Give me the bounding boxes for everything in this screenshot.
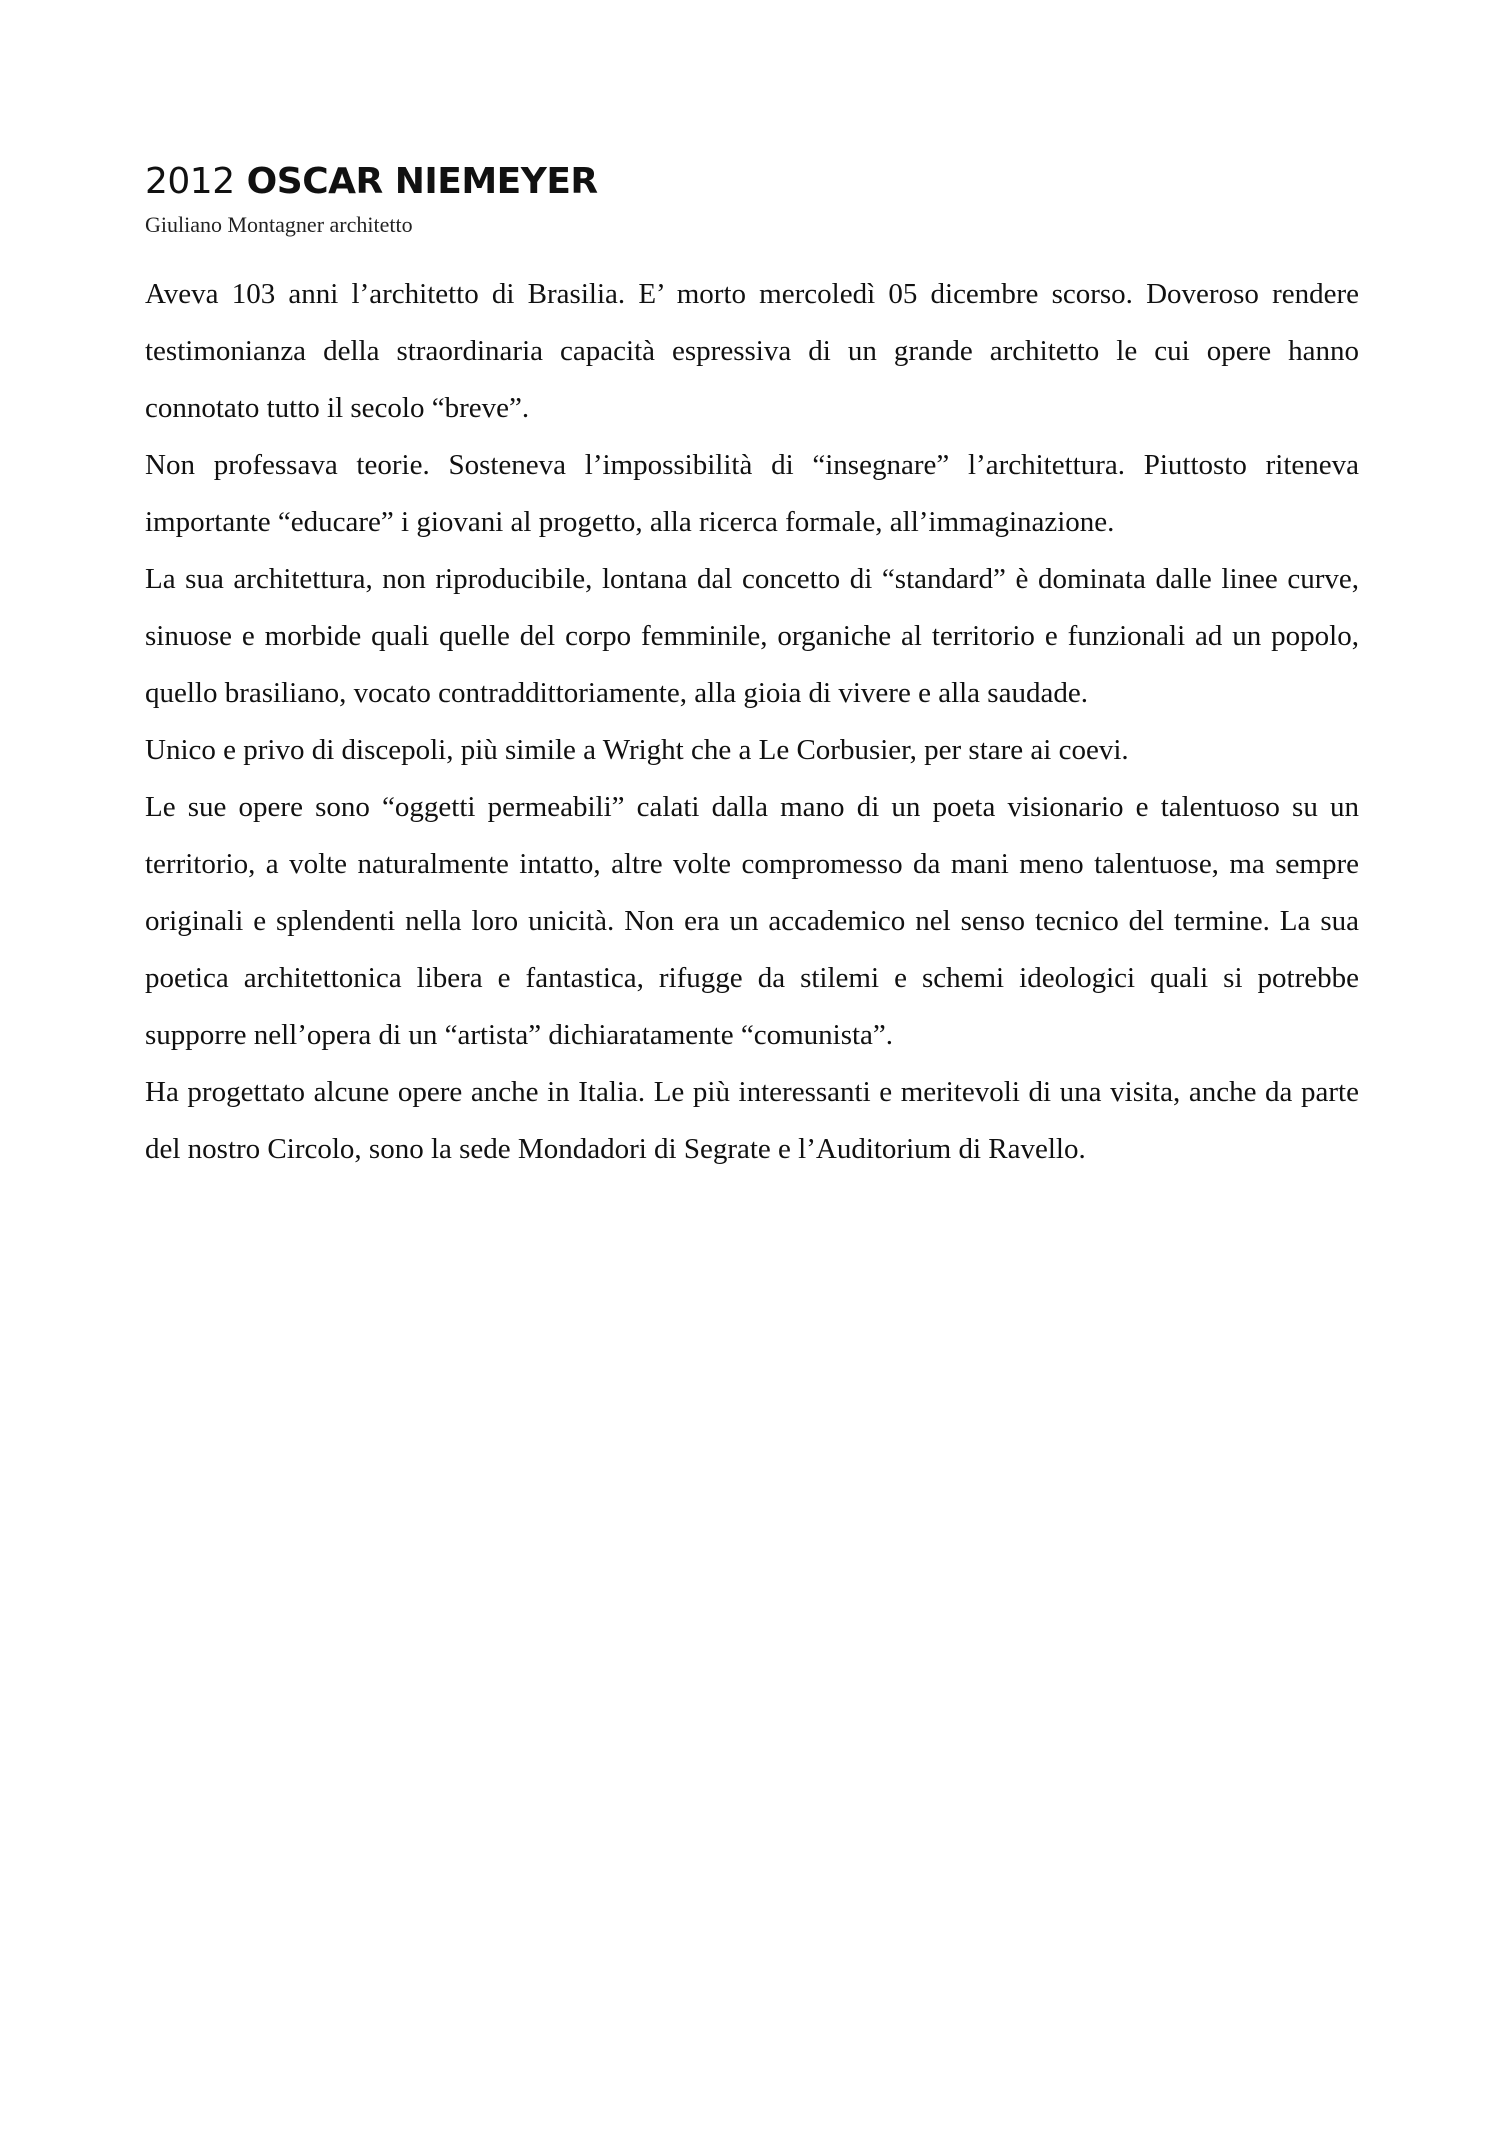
article-title [145, 160, 1359, 204]
author-line: Giuliano Montagner architetto [145, 212, 413, 237]
title-year: 2012 [145, 161, 235, 202]
article [145, 160, 1359, 1178]
article-body [145, 266, 1359, 1178]
paragraph: Le sue opere sono “oggetti permeabili” calati dalla mano di un poeta visionario e talentuoso su un territorio, a volte naturalmente intatto, altre volte compromesso da mani meno talentuose, ma sempre originali e splendenti nella loro unicità. Non era un accademico nel senso tecnico del termine. La sua poetica architettonica libera e fantastica, rifugge da stilemi e schemi ideologici quali si potrebbe supporre nell’opera di un “artista” dichiaratamente “comunista”. [145, 791, 1359, 1051]
paragraph: Unico e privo di discepoli, più simile a Wright che a Le Corbusier, per stare ai coevi. [145, 734, 1129, 766]
paragraph: Ha progettato alcune opere anche in Italia. Le più interessanti e meritevoli di una visita, anche da parte del nostro Circolo, sono la sede Mondadori di Segrate e l’Auditorium di Ravello. [145, 1076, 1359, 1165]
paragraph: Aveva 103 anni l’architetto di Brasilia. E’ morto mercoledì 05 dicembre scorso. Doveroso rendere testimonianza della straordinaria capacità espressiva di un grande architetto le cui opere hanno connotato tutto il secolo “breve”. [145, 278, 1359, 424]
title-name: OSCAR NIEMEYER [246, 161, 598, 202]
paragraph: Non professava teorie. Sosteneva l’impossibilità di “insegnare” l’architettura. Piuttosto riteneva importante “educare” i giovani al progetto, alla ricerca formale, all’immaginazione. [145, 449, 1359, 538]
paragraph: La sua architettura, non riproducibile, lontana dal concetto di “standard” è dominata dalle linee curve, sinuose e morbide quali quelle del corpo femminile, organiche al territorio e funzionali ad un popolo, quello brasiliano, vocato contraddittoriamente, alla gioia di vivere e alla saudade. [145, 563, 1359, 709]
